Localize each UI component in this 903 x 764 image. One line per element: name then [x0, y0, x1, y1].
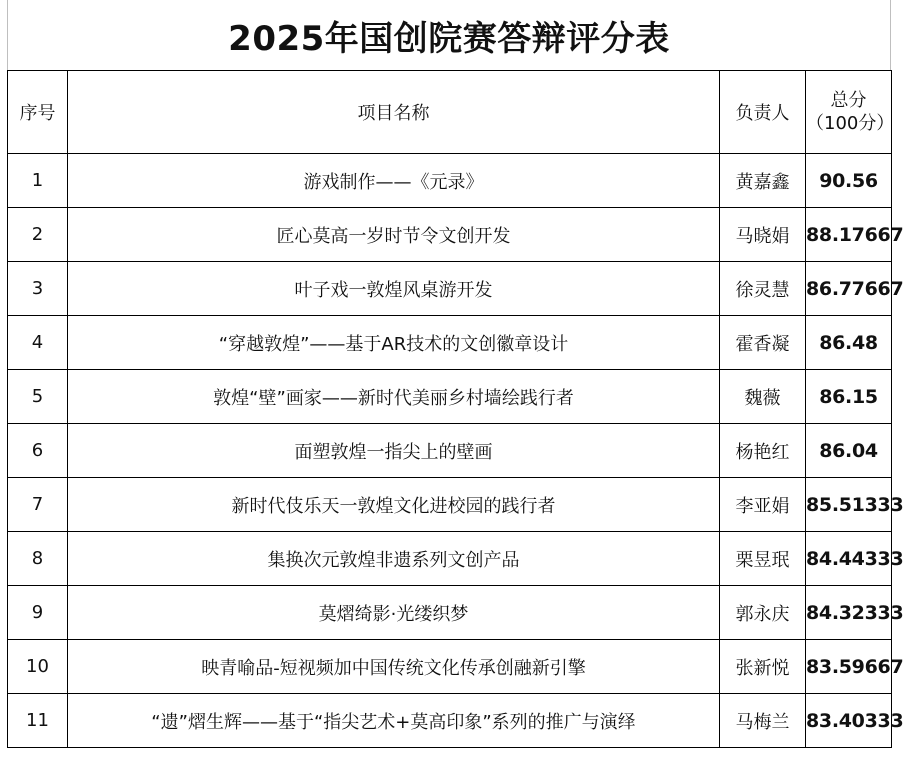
- table-row: [8, 154, 892, 208]
- row-leader-cell: 魏薇: [720, 370, 806, 424]
- row-leader-cell: 徐灵慧: [720, 262, 806, 316]
- row-leader-cell: 李亚娟: [720, 478, 806, 532]
- header-total-max: （100分）: [806, 113, 895, 134]
- table-row: [8, 532, 892, 586]
- row-index-cell: 3: [8, 262, 68, 316]
- row-score-cell: 84.44333: [806, 532, 892, 586]
- table-row: [8, 262, 892, 316]
- row-leader-cell: 黄嘉鑫: [720, 154, 806, 208]
- row-index-cell: 4: [8, 316, 68, 370]
- header-total-label: 总分: [830, 89, 867, 111]
- row-leader-cell: 霍香凝: [720, 316, 806, 370]
- row-index-cell: 5: [8, 370, 68, 424]
- table-row: [8, 478, 892, 532]
- table-row: [8, 586, 892, 640]
- header-leader: 负责人: [720, 71, 806, 154]
- row-project-cell: 游戏制作——《元录》: [68, 154, 720, 208]
- row-score-cell: 86.48: [806, 316, 892, 370]
- row-index-cell: 1: [8, 154, 68, 208]
- table-row: [8, 316, 892, 370]
- row-score-cell: 90.56: [806, 154, 892, 208]
- row-score-cell: 83.59667: [806, 640, 892, 694]
- row-project-cell: 莫熠绮影·光缕织梦: [68, 586, 720, 640]
- row-index-cell: 7: [8, 478, 68, 532]
- row-project-cell: 叶子戏一敦煌风桌游开发: [68, 262, 720, 316]
- row-score-cell: 84.32333: [806, 586, 892, 640]
- header-project: 项目名称: [68, 71, 720, 154]
- row-project-cell: 敦煌“壁”画家——新时代美丽乡村墙绘践行者: [68, 370, 720, 424]
- row-leader-cell: 栗昱珉: [720, 532, 806, 586]
- row-score-cell: 86.77667: [806, 262, 892, 316]
- table-row: [8, 424, 892, 478]
- table-row: [8, 370, 892, 424]
- row-index-cell: 11: [8, 694, 68, 748]
- row-index-cell: 2: [8, 208, 68, 262]
- row-leader-cell: 杨艳红: [720, 424, 806, 478]
- row-project-cell: 匠心莫高一岁时节令文创开发: [68, 208, 720, 262]
- row-leader-cell: 马梅兰: [720, 694, 806, 748]
- sheet-title: 2025年国创院赛答辩评分表: [7, 0, 891, 71]
- row-project-cell: 映青喻品-短视频加中国传统文化传承创融新引擎: [68, 640, 720, 694]
- row-project-cell: 新时代伎乐天一敦煌文化进校园的践行者: [68, 478, 720, 532]
- row-project-cell: 集换次元敦煌非遗系列文创产品: [68, 532, 720, 586]
- row-project-cell: “遗”熠生辉——基于“指尖艺术+莫高印象”系列的推广与演绎: [68, 694, 720, 748]
- table-row: [8, 694, 892, 748]
- row-leader-cell: 郭永庆: [720, 586, 806, 640]
- row-score-cell: 83.40333: [806, 694, 892, 748]
- row-project-cell: “穿越敦煌”——基于AR技术的文创徽章设计: [68, 316, 720, 370]
- row-score-cell: 88.17667: [806, 208, 892, 262]
- row-index-cell: 6: [8, 424, 68, 478]
- row-score-cell: 85.51333: [806, 478, 892, 532]
- row-index-cell: 10: [8, 640, 68, 694]
- header-total: [806, 71, 895, 154]
- row-leader-cell: 张新悦: [720, 640, 806, 694]
- score-sheet: [7, 0, 903, 764]
- row-leader-cell: 马晓娟: [720, 208, 806, 262]
- score-table: [7, 70, 903, 748]
- table-row: [8, 640, 892, 694]
- row-score-cell: 86.04: [806, 424, 892, 478]
- row-project-cell: 面塑敦煌一指尖上的壁画: [68, 424, 720, 478]
- header-row: [8, 71, 892, 154]
- header-index: 序号: [8, 71, 68, 154]
- table-row: [8, 208, 892, 262]
- row-score-cell: 86.15: [806, 370, 892, 424]
- row-index-cell: 8: [8, 532, 68, 586]
- row-index-cell: 9: [8, 586, 68, 640]
